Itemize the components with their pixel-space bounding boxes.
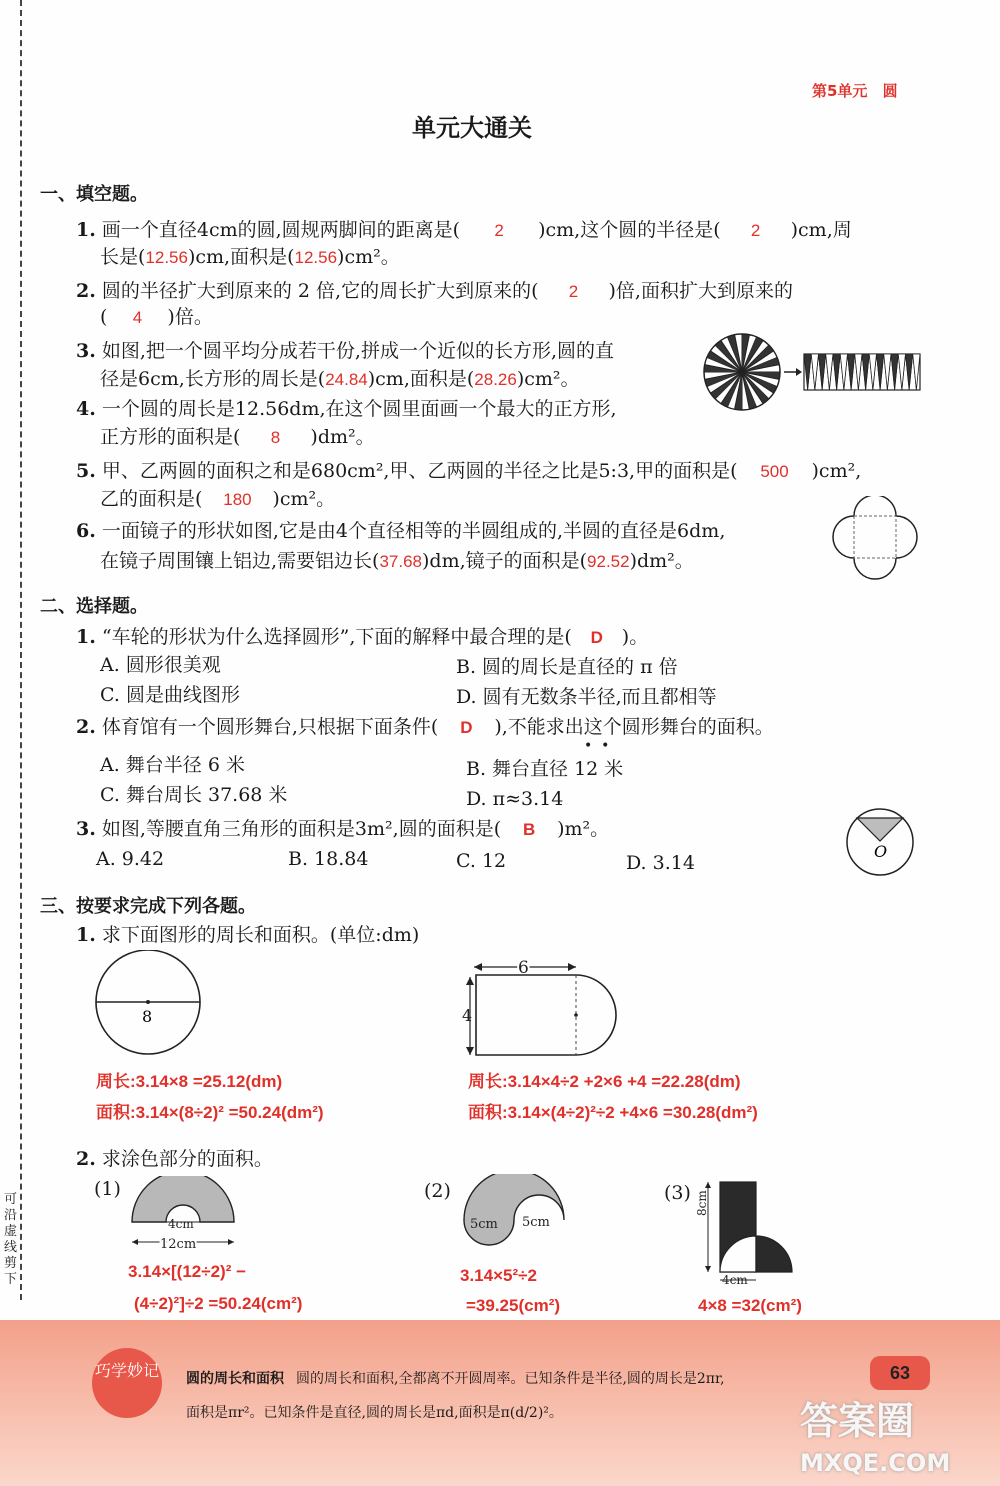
fill-q2-line1: 2. 圆的半径扩大到原来的 2 倍,它的周长扩大到原来的( 2 )倍,面积扩大到原来的 <box>76 278 793 305</box>
answer: 28.26 <box>474 370 517 389</box>
part-1-solution-line1: 3.14×[(12÷2)² − <box>128 1262 247 1281</box>
section-3-heading: 三、按要求完成下列各题。 <box>40 896 256 917</box>
left-radius-label: 5cm <box>470 1217 498 1232</box>
fill-q5-line2: 乙的面积是( 180 )cm²。 <box>100 486 335 513</box>
part-1-label: (1) <box>94 1178 121 1200</box>
width-label: 6 <box>518 958 529 978</box>
fill-q5-line1: 5. 甲、乙两圆的面积之和是680cm²,甲、乙两圆的半径之比是5:3,甲的面积是( 500 )cm², <box>76 458 861 485</box>
answer: 180 <box>223 490 252 509</box>
circle-diameter-figure <box>90 950 210 1060</box>
fill-q4-line1: 4. 一个圆的周长是12.56dm,在这个圆里面画一个最大的正方形, <box>76 398 617 420</box>
choice-q1-A: A. 圆形很美观 <box>100 654 221 676</box>
part-1-solution-line2: (4÷2)²]÷2 =50.24(cm²) <box>134 1294 303 1313</box>
choice-q3-A: A. 9.42 <box>96 848 165 870</box>
choice-q1-D: D. 圆有无数条半径,而且都相等 <box>456 686 717 708</box>
part-3-label: (3) <box>664 1182 691 1204</box>
choice-q1-stem: 1. “车轮的形状为什么选择圆形”,下面的解释中最合理的是( D )。 <box>76 624 648 651</box>
center-label: O <box>874 842 888 861</box>
watermark: 答案圈 MXQE.COM <box>800 1399 951 1477</box>
answer: 12.56 <box>145 248 188 267</box>
circle-to-rectangle-figure <box>700 330 925 415</box>
right-radius-label: 5cm <box>522 1215 550 1230</box>
unit-topic: 圆 <box>882 82 898 100</box>
semi-annulus-figure <box>124 1176 244 1256</box>
unit-header <box>812 80 898 101</box>
part-2-solution-line2: =39.25(cm²) <box>466 1296 561 1315</box>
answer: 2 <box>750 221 761 240</box>
choice-q2-stem: 2. 体育馆有一个圆形舞台,只根据下面条件( D ),不能求出这个圆形舞台的面积。 <box>76 714 774 741</box>
task-q1-stem: 1. 求下面图形的周长和面积。(单位:dm) <box>76 924 420 946</box>
height-label: 8cm <box>695 1190 709 1216</box>
fill-q1-line2: 长是(12.56)cm,面积是(12.56)cm²。 <box>100 246 400 268</box>
tip-line-2: 面积是πr²。已知条件是直径,圆的周长是πd,面积是π(d/2)²。 <box>186 1405 563 1421</box>
fill-q4-line2: 正方形的面积是( 8 )dm²。 <box>100 424 375 451</box>
solution-2-area: 面积:3.14×(4÷2)²÷2 +4×6 =30.28(dm²) <box>468 1103 758 1122</box>
task-q2-stem: 2. 求涂色部分的面积。 <box>76 1148 273 1170</box>
cut-hint: 可沿虚线剪下 <box>4 1192 18 1287</box>
answer: 24.84 <box>325 370 368 389</box>
width-label: 4cm <box>722 1273 748 1286</box>
choice-q2-A: A. 舞台半径 6 米 <box>100 754 245 776</box>
height-label: 4 <box>462 1006 473 1025</box>
solution-2-perimeter: 周长:3.14×4÷2 +2×6 +4 =22.28(dm) <box>468 1072 741 1091</box>
part-2-label: (2) <box>424 1180 451 1202</box>
answer: 8 <box>270 428 281 447</box>
solution-1-perimeter: 周长:3.14×8 =25.12(dm) <box>96 1072 283 1091</box>
emphasis-dots: • • <box>584 738 610 754</box>
answer: 92.52 <box>587 552 630 571</box>
fill-q3-line2: 径是6cm,长方形的周长是(24.84)cm,面积是(28.26)cm²。 <box>100 368 580 390</box>
choice-q3-D: D. 3.14 <box>626 852 695 874</box>
section-2-heading: 二、选择题。 <box>40 596 148 617</box>
part-2-solution-line1: 3.14×5²÷2 <box>460 1266 537 1285</box>
solution-1-area: 面积:3.14×(8÷2)² =50.24(dm²) <box>96 1103 324 1122</box>
page-title: 单元大通关 <box>412 114 532 142</box>
fill-q6-line2: 在镜子周围镶上铝边,需要铝边长(37.68)dm,镜子的面积是(92.52)dm²。 <box>100 550 694 572</box>
choice-q2-B: B. 舞台直径 12 米 <box>466 758 624 780</box>
section-1-heading: 一、填空题。 <box>40 184 148 205</box>
part-3-solution: 4×8 =32(cm²) <box>698 1296 802 1315</box>
choice-q2-D: D. π≈3.14 <box>466 788 564 810</box>
answer: 2 <box>568 282 579 301</box>
choice-q2-C: C. 舞台周长 37.68 米 <box>100 784 288 806</box>
answer: B <box>522 820 536 839</box>
answer: 2 <box>494 221 504 240</box>
choice-q3-stem: 3. 如图,等腰直角三角形的面积是3m²,圆的面积是( B )m²。 <box>76 816 609 843</box>
unit-label: 第5单元 <box>812 82 868 100</box>
cut-line <box>20 0 22 1300</box>
answer: D <box>460 718 473 737</box>
fill-q2-line2: ( 4 )倍。 <box>100 304 213 331</box>
outer-diameter-label: 12cm <box>160 1237 197 1252</box>
circle-triangle-figure <box>844 806 916 878</box>
answer: 37.68 <box>379 552 422 571</box>
rect-quarter-circle-figure <box>694 1176 804 1286</box>
choice-q1-C: C. 圆是曲线图形 <box>100 684 240 706</box>
tip-line-1: 圆的周长和面积 圆的周长和面积,全都离不开圆周率。已知条件是半径,圆的周长是2πr, <box>186 1371 725 1387</box>
fill-q6-line1: 6. 一面镜子的形状如图,它是由4个直径相等的半圆组成的,半圆的直径是6dm, <box>76 520 726 542</box>
diameter-label: 8 <box>142 1007 153 1026</box>
answer: 12.56 <box>294 248 338 267</box>
answer: D <box>590 628 603 647</box>
fill-q3-line1: 3. 如图,把一个圆平均分成若干份,拼成一个近似的长方形,圆的直 <box>76 340 615 362</box>
choice-q3-B: B. 18.84 <box>288 848 369 870</box>
tip-badge: 巧学妙记 <box>92 1348 162 1418</box>
answer: 500 <box>760 462 789 481</box>
rect-semicircle-figure <box>460 955 620 1060</box>
inner-diameter-label: 4cm <box>168 1217 194 1231</box>
answer: 4 <box>132 308 143 327</box>
yin-shape-figure <box>458 1174 578 1264</box>
mirror-figure <box>832 496 918 580</box>
page-number: 63 <box>870 1356 930 1390</box>
choice-q3-C: C. 12 <box>456 850 507 872</box>
fill-q1-line1: 1. 画一个直径4cm的圆,圆规两脚间的距离是( 2 )cm,这个圆的半径是( 2 )cm,周 <box>76 217 852 244</box>
choice-q1-B: B. 圆的周长是直径的 π 倍 <box>456 656 678 678</box>
